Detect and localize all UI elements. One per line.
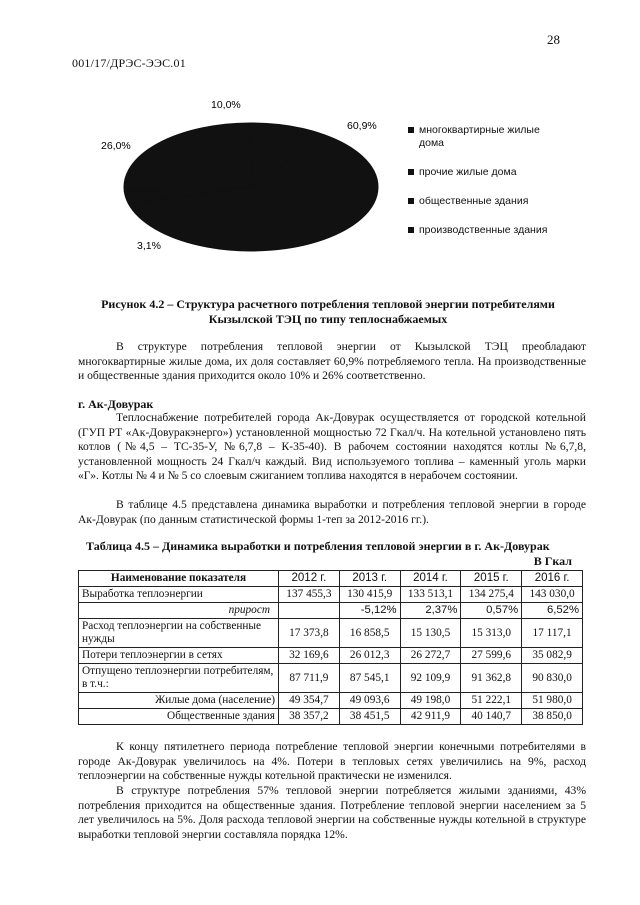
table-cell: 32 169,6 [279,648,340,664]
table-cell: 134 275,4 [461,587,522,603]
table-row [79,587,583,603]
table-cell: 26 012,3 [339,648,400,664]
pie-slice-public-buildings [124,123,251,192]
table-cell: 90 830,0 [522,664,583,693]
row-name: Отпущено теплоэнергии потребителям, в т.ч.: [79,664,279,693]
table-cell: 133 513,1 [400,587,461,603]
legend-marker [408,227,414,233]
table-cell: 49 198,0 [400,693,461,709]
table-cell: 92 109,9 [400,664,461,693]
table-cell: 87 711,9 [279,664,340,693]
column-header: 2015 г. [461,571,522,587]
table-cell: 16 858,5 [339,619,400,648]
legend-item [408,166,558,179]
column-header: 2014 г. [400,571,461,587]
column-header: 2013 г. [339,571,400,587]
legend-marker [408,127,414,133]
row-name: Потери теплоэнергии в сетях [79,648,279,664]
pie-label-industrial: 10,0% [211,99,241,111]
table-cell: 38 451,5 [339,709,400,725]
table-cell: 49 354,7 [279,693,340,709]
paragraph-2: Теплоснабжение потребителей города Ак-Довурак осуществляется от городской котельной (ГУП РТ «Ак-Довуракэнерго») установленной мощностью 72 Гкал/ч. На котельной установлено пять котлов (№4,5 – ТС-35-У, №6,7,8 – К-35-40). В рабочем состоянии находятся котлы №6,7,8, установленной мощность 24 Гкал/ч каждый. Вид используемого топлива – каменный уголь марки «Г». Котлы № 4 и № 5 со слоевым сжиганием топлива находятся в нерабочем состоянии. [78,411,586,483]
legend-marker [408,198,414,204]
table-row [79,603,583,619]
table-unit: В Гкал [533,554,572,568]
table-row [79,648,583,664]
paragraph-3: В таблице 4.5 представлена динамика выработки и потребления тепловой энергии в городе Ак-Довурак (по данным статистической формы 1-теп за 2012-2016 гг.). [78,498,586,526]
table-cell: 0,57% [461,603,522,619]
table-cell [279,603,340,619]
paragraph-5: В структуре потребления 57% тепловой энергии потребляется жилыми зданиями, 43% потребления приходится на общественные здания. Потребление тепловой энергии населением за 5 лет увеличилось на 5%. Доля расхода тепловой энергии на собственные нужды котельной в структуре выработки тепловой энергии составляла порядка 12%. [78,784,586,841]
legend-label: производственные здания [419,224,548,236]
table-cell: 51 222,1 [461,693,522,709]
page-number: 28 [547,32,560,47]
table-cell: 130 415,9 [339,587,400,603]
table-cell: 15 130,5 [400,619,461,648]
row-name: Выработка теплоэнергии [79,587,279,603]
table-cell: 2,37% [400,603,461,619]
legend-label: общественные здания [419,195,529,207]
legend-item [408,124,558,150]
table-row [79,664,583,693]
table-row [79,693,583,709]
row-name: Расход теплоэнергии на собственные нужды [79,619,279,648]
pie-label-multi-apartment: 60,9% [347,120,377,132]
column-header: 2016 г. [522,571,583,587]
row-name: Общественные здания [79,709,279,725]
table-row [79,619,583,648]
table-cell: 15 313,0 [461,619,522,648]
table-cell: 137 455,3 [279,587,340,603]
table-header-row [79,571,583,587]
figure-caption [78,297,578,327]
table-cell: 27 599,6 [461,648,522,664]
legend-marker [408,169,414,175]
pie-label-public-buildings: 26,0% [101,140,131,152]
figure-caption-line2: Кызылской ТЭЦ по типу теплоснабжаемых [208,312,448,326]
table-title: Таблица 4.5 – Динамика выработки и потребления тепловой энергии в г. Ак-Довурак [86,539,550,553]
chart-legend [408,124,558,253]
row-name: Жилые дома (население) [79,693,279,709]
table-cell: 35 082,9 [522,648,583,664]
column-header: 2012 г. [279,571,340,587]
document-id: 001/17/ДРЭС-ЭЭС.01 [72,56,186,70]
table-cell: 42 911,9 [400,709,461,725]
table-cell: 26 272,7 [400,648,461,664]
legend-label: многоквартирные жилые дома [419,124,540,149]
table-cell: 143 030,0 [522,587,583,603]
data-table [78,570,583,725]
table-cell: 38 357,2 [279,709,340,725]
pie-label-other-residential: 3,1% [137,240,161,252]
table-cell: -5,12% [339,603,400,619]
table-cell: 87 545,1 [339,664,400,693]
paragraph-1: В структуре потребления тепловой энергии от Кызылской ТЭЦ преобладают многоквартирные жилые дома, их доля составляет 60,9% потребляемого тепла. На производственные и общественные здания приходится около 10% и 26% соответственно. [78,340,586,383]
figure-caption-line1: Рисунок 4.2 – Структура расчетного потребления тепловой энергии потребителями [101,297,555,311]
legend-item [408,195,558,208]
paragraph-4: К концу пятилетнего периода потребление тепловой энергии конечными потребителями в городе Ак-Довурак увеличилось на 4%. Потери в тепловых сетях увеличились на 9%, расход теплоэнергии на собственные нужды котельной практически не изменился. [78,740,586,783]
table-cell: 91 362,8 [461,664,522,693]
table-caption [86,539,572,569]
table-cell: 49 093,6 [339,693,400,709]
legend-item [408,224,558,237]
table-cell: 17 373,8 [279,619,340,648]
section-title: г. Ак-Довурак [78,397,154,411]
table-cell: 38 850,0 [522,709,583,725]
row-name: прирост [79,603,279,619]
table-cell: 17 117,1 [522,619,583,648]
column-header: Наименование показателя [79,571,279,587]
legend-label: прочие жилые дома [419,166,517,178]
pie-chart [95,95,405,275]
table-cell: 51 980,0 [522,693,583,709]
table-row [79,709,583,725]
table-cell: 40 140,7 [461,709,522,725]
table-cell: 6,52% [522,603,583,619]
